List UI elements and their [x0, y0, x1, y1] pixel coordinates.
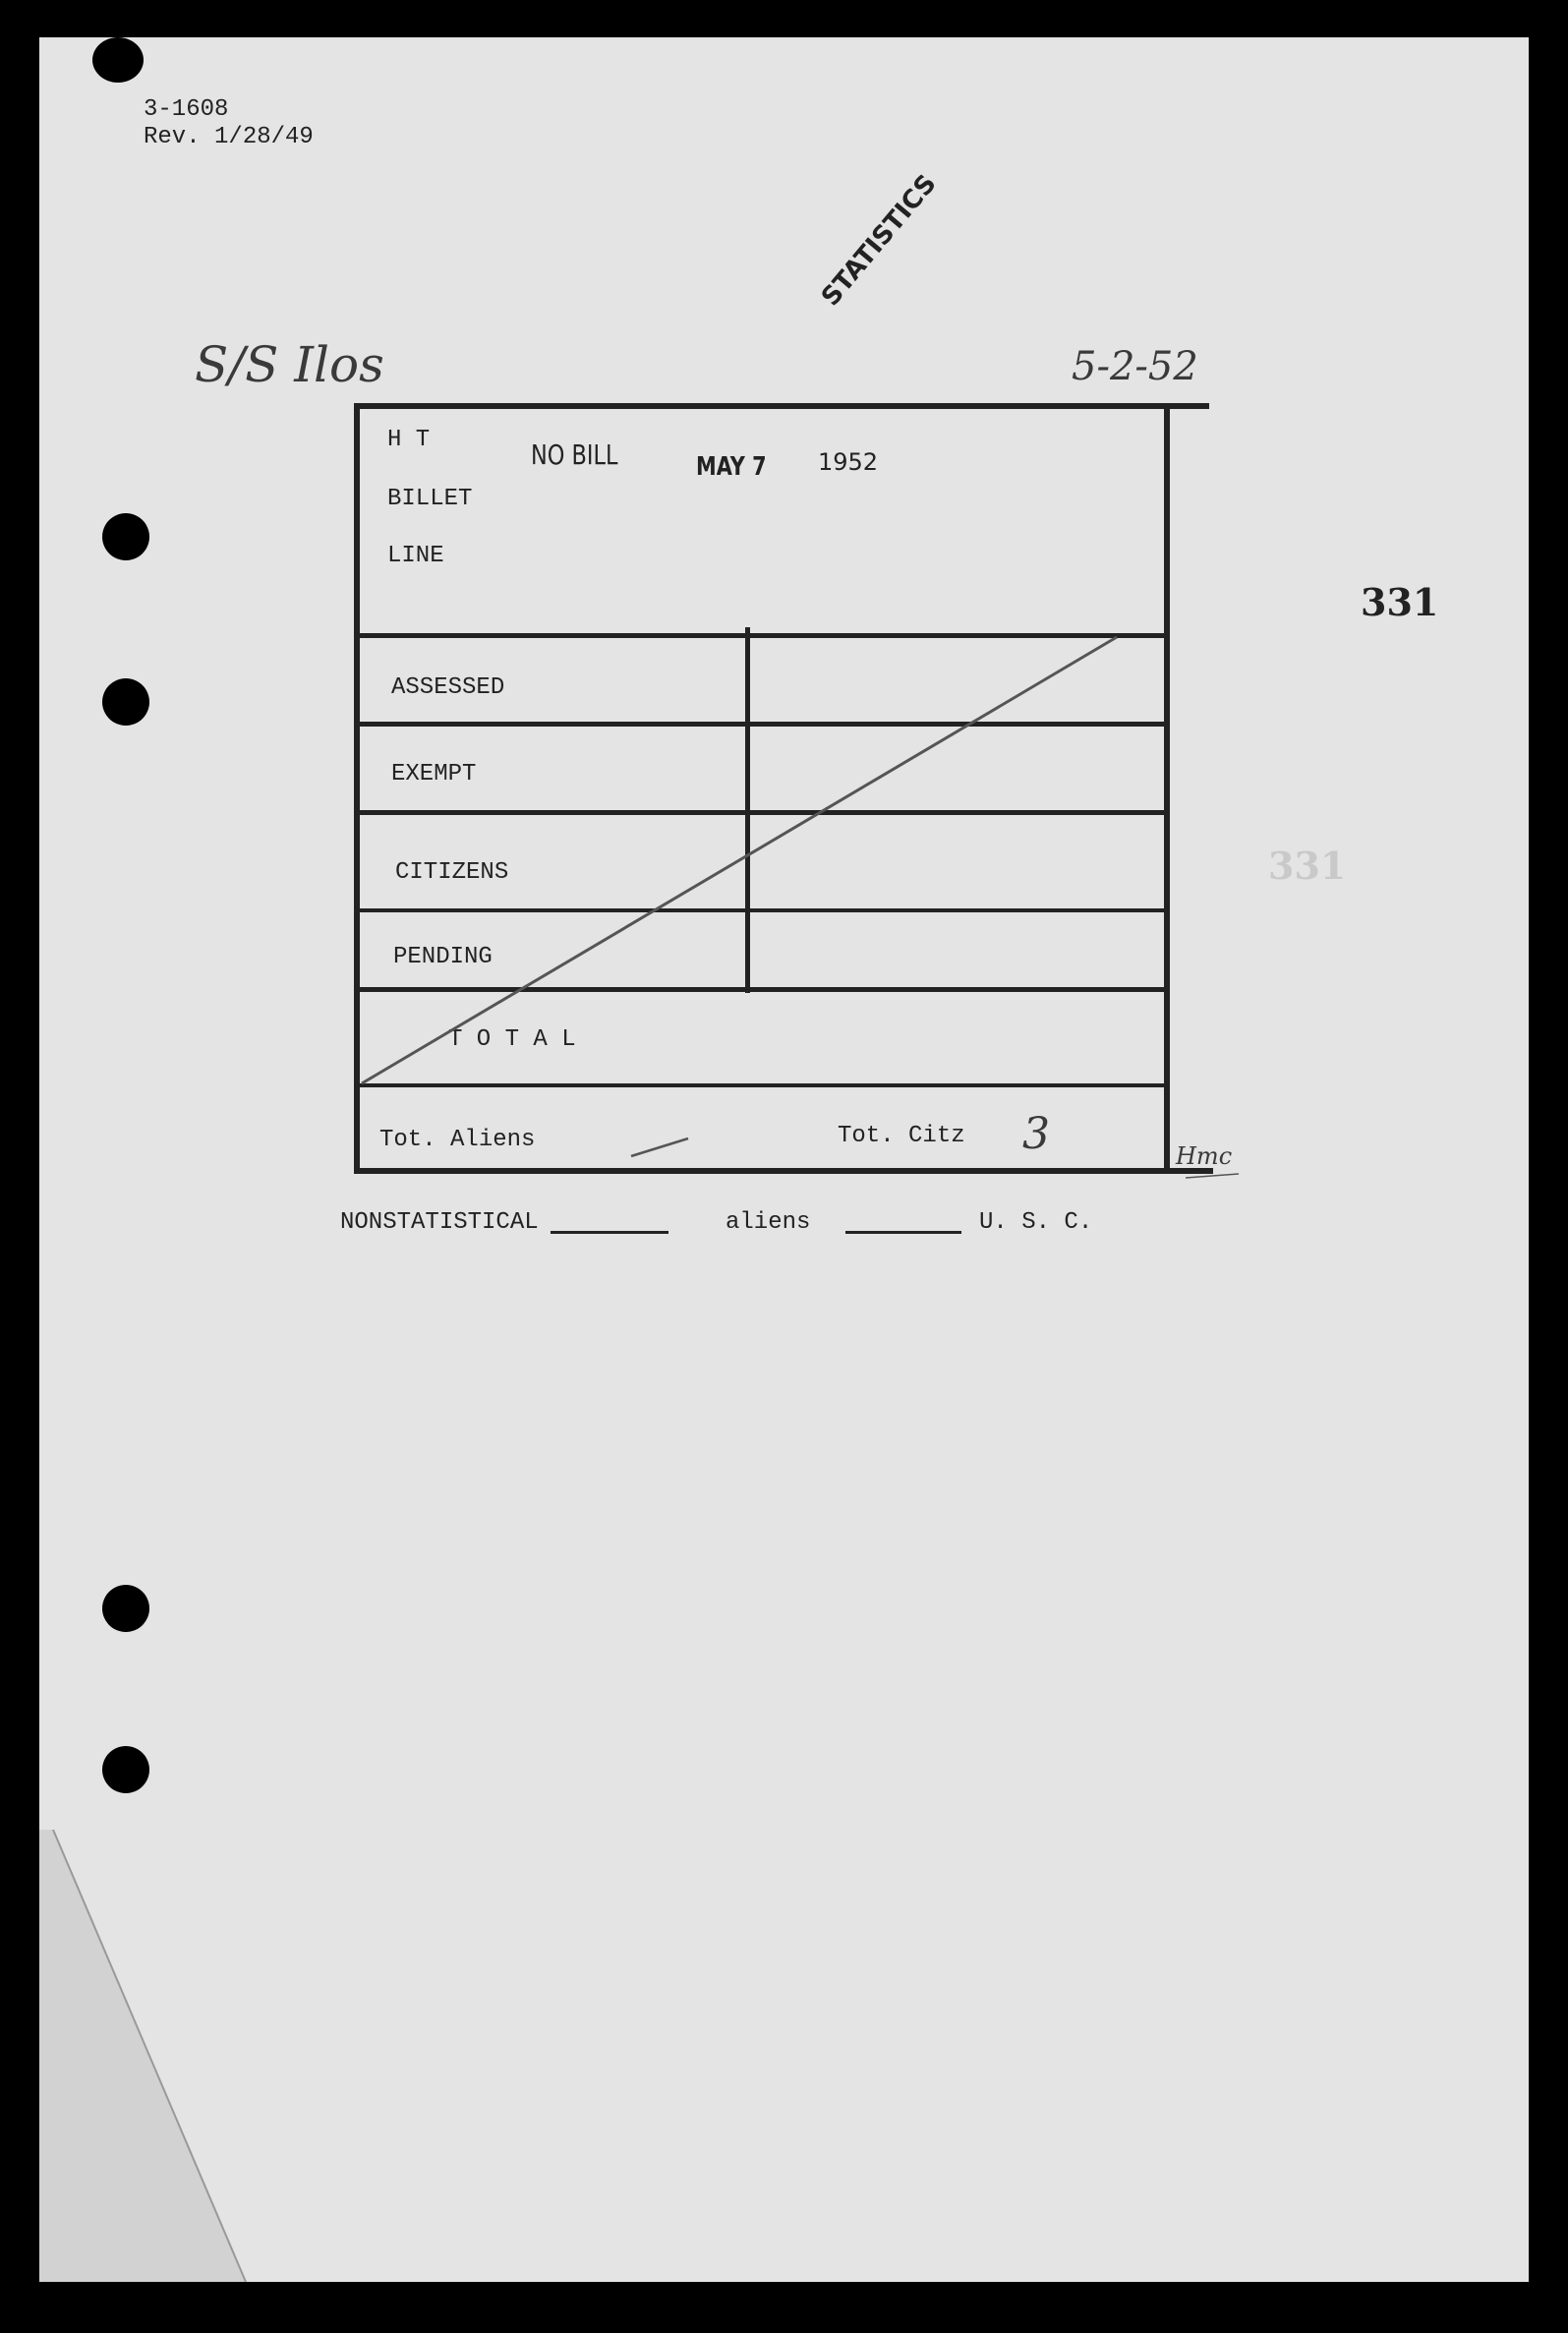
form-number: 3-1608: [144, 96, 229, 123]
punch-hole-4: [102, 1746, 149, 1793]
diagonal-strike-line: [39, 37, 1529, 1315]
total-label: T O T A L: [448, 1026, 576, 1053]
vessel-name: S/S Ilos: [195, 336, 384, 393]
tot-citz-label: Tot. Citz: [838, 1123, 965, 1149]
page-number: 331: [1361, 580, 1439, 624]
assessed-label: ASSESSED: [391, 674, 505, 701]
statistics-stamp: STATISTICS: [816, 169, 943, 313]
billet-label: BILLET: [387, 486, 473, 512]
date-stamp-year: 1952: [818, 448, 879, 476]
tot-aliens-label: Tot. Aliens: [379, 1127, 536, 1153]
form-revision: Rev. 1/28/49: [144, 124, 314, 150]
date-stamp-month: MAY 7: [696, 452, 767, 482]
no-bill-stamp: NO BILL: [531, 438, 618, 471]
tot-citz-value: 3: [1022, 1109, 1050, 1159]
nonstatistical-blank-1: [551, 1231, 668, 1234]
exempt-label: EXEMPT: [391, 761, 477, 787]
initials: Hmc: [1176, 1142, 1233, 1170]
pending-label: PENDING: [393, 944, 493, 970]
nonstatistical-blank-2: [845, 1231, 961, 1234]
aliens-label: aliens: [726, 1209, 811, 1236]
usc-label: U. S. C.: [979, 1209, 1093, 1236]
nonstatistical-label: NONSTATISTICAL: [340, 1209, 539, 1236]
page-number-faint: 331: [1268, 844, 1347, 888]
citizens-label: CITIZENS: [395, 859, 509, 886]
punch-hole-3: [102, 1585, 149, 1632]
torn-corner: [39, 1830, 275, 2282]
handwritten-date: 5-2-52: [1072, 344, 1198, 389]
ht-label: H T: [387, 427, 431, 453]
document-page: [39, 37, 1529, 2282]
line-label: LINE: [387, 543, 444, 569]
